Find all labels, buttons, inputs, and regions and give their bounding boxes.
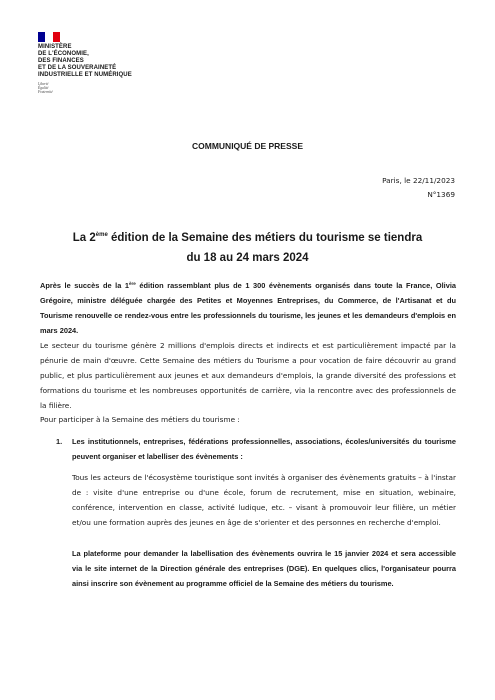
press-release-label: COMMUNIQUÉ DE PRESSE [192,141,303,151]
ministry-line: INDUSTRIELLE ET NUMÉRIQUE [38,72,132,78]
title-line-2: du 18 au 24 mars 2024 [186,252,309,264]
date-reference-block [382,174,455,202]
government-logo [38,32,178,94]
ministry-name [38,44,178,79]
republic-motto: Liberté Égalité Fraternité [38,82,53,94]
reference-number: N°1369 [427,190,455,199]
document-title [40,225,455,268]
ministry-line: ET DE LA SOUVERAINETÉ [38,65,117,71]
french-flag-icon [38,32,60,42]
body-paragraph: Le secteur du tourisme génère 2 millions d'emplois directs et indirects et est particulièrement impacté par la pénurie de main d'œuvre. Cette Semaine des métiers du Tourisme a pour vocation de faire découvrir au grand public, et plus particulièrement aux jeunes et aux demandeurs d'emplois, la grande diversité des professions et formations du tourisme et les nombreuses opportunités de carrière, via la rencontre avec des professionnels de la filière. [40,341,456,410]
place-date: Paris, le 22/11/2023 [382,176,455,185]
participation-intro: Pour participer à la Semaine des métiers du tourisme : [40,415,240,424]
ministry-line: DE L'ÉCONOMIE, [38,51,89,57]
ministry-line: MINISTÈRE [38,44,72,50]
list-item-announcement: La plateforme pour demander la labellisation des évènements ouvrira le 15 janvier 2024 et sera accessible via le site internet de la Direction générale des entreprises (DGE). En quelques clics, l'organisateur pourra ainsi inscrire son évènement au programme officiel de la Semaine des métiers du tourisme. [72,549,456,588]
title-line-1: La 2ème édition de la Semaine des métiers du tourisme se tiendra [72,232,423,244]
list-item-body: Tous les acteurs de l'écosystème touristique sont invités à organiser des évènements gratuits – à l'instar de : visite d'une entreprise ou d'une école, forum de recrutement, mise en situation, webinaire, conférence, intervention en classe, activité ludique, etc. – visant à promouvoir leur filière, un métier et/ou une formation auprès des jeunes en âge de s'orienter et des personnes en recherche d'emploi. [72,473,456,527]
list-item-number: 1. [56,437,63,446]
ministry-line: DES FINANCES [38,58,84,64]
list-item-heading: Les institutionnels, entreprises, fédérations professionnelles, associations, écoles/universités du tourisme peuvent organiser et labelliser des évènements : [72,437,456,461]
lead-paragraph: Après le succès de la 1ère édition rassemblant plus de 1 300 évènements organisés dans toute la France, Olivia Grégoire, ministre déléguée chargée des Petites et Moyennes Entreprises, du Commerce, de l'Artisanat et du Tourisme renouvelle ce rendez-vous entre les professionnels du tourisme, les jeunes et les demandeurs d'emplois en mars 2024. [40,281,456,335]
